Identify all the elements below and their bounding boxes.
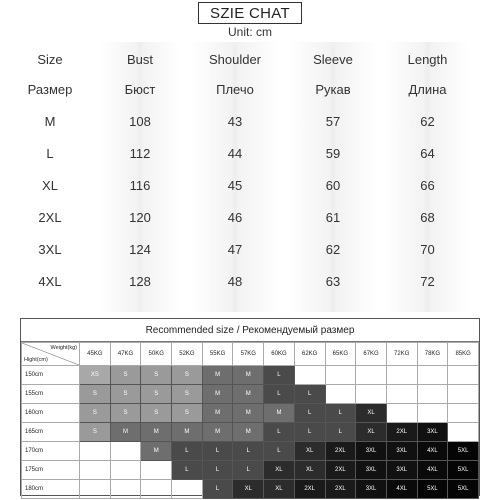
size-cell: L: [202, 461, 233, 480]
weight-header: 45KG: [80, 343, 111, 366]
weight-header: 57KG: [233, 343, 264, 366]
size-value: 45: [227, 178, 243, 193]
size-value: 66: [420, 178, 435, 193]
weight-axis-label: Weight(kg): [50, 345, 77, 351]
corner-cell: [22, 343, 80, 366]
size-cell: 2XL: [294, 480, 325, 499]
size-cell: 3XL: [386, 461, 417, 480]
size-cell: M: [264, 404, 295, 423]
size-cell: M: [202, 385, 233, 404]
size-value: 60: [325, 178, 341, 193]
size-cell: M: [141, 423, 172, 442]
size-cell: 3XL: [356, 480, 387, 499]
size-value: 48: [227, 274, 243, 289]
size-cell: XL: [264, 480, 295, 499]
size-value: 44: [227, 146, 243, 161]
height-label: 165cm: [22, 423, 80, 442]
size-cell: 5XL: [448, 480, 479, 499]
size-cell: 4XL: [386, 480, 417, 499]
size-cell: XS: [80, 366, 111, 385]
size-value: 112: [129, 146, 151, 161]
weight-header: 62KG: [294, 343, 325, 366]
size-value: 72: [420, 274, 435, 289]
size-value: 70: [420, 242, 435, 257]
size-cell: [356, 385, 387, 404]
column-header-ru: Размер: [27, 82, 73, 97]
recommended-title: Recommended size / Рекомендуемый размер: [21, 319, 479, 342]
size-cell: L: [294, 385, 325, 404]
size-cell: [386, 385, 417, 404]
size-cell: 5XL: [448, 461, 479, 480]
table-row: [22, 480, 479, 499]
size-value: 59: [325, 146, 341, 161]
size-value: 3XL: [38, 242, 62, 257]
size-cell: S: [141, 404, 172, 423]
weight-header: 67KG: [356, 343, 387, 366]
height-label: 150cm: [22, 366, 80, 385]
size-cell: S: [141, 366, 172, 385]
size-cell: [386, 404, 417, 423]
size-cell: [325, 385, 356, 404]
weight-header: 78KG: [417, 343, 448, 366]
weight-header: 52KG: [172, 343, 203, 366]
size-cell: M: [233, 404, 264, 423]
weight-header: 85KG: [448, 343, 479, 366]
table-row: [22, 423, 479, 442]
size-cell: 2XL: [325, 442, 356, 461]
size-cell: 5XL: [448, 442, 479, 461]
size-cell: L: [202, 480, 233, 499]
size-cell: L: [294, 404, 325, 423]
size-cell: L: [233, 442, 264, 461]
weight-header: 60KG: [264, 343, 295, 366]
weight-header: 50KG: [141, 343, 172, 366]
size-cell: 2XL: [325, 461, 356, 480]
column-header-ru: Бюст: [124, 82, 156, 97]
column-header-ru: Длина: [408, 82, 447, 97]
size-cell: M: [233, 385, 264, 404]
size-cell: [417, 385, 448, 404]
weight-header: 65KG: [325, 343, 356, 366]
weight-header: 55KG: [202, 343, 233, 366]
size-cell: L: [264, 366, 295, 385]
size-cell: [386, 366, 417, 385]
size-value: 4XL: [38, 274, 62, 289]
size-value: M: [44, 114, 56, 129]
size-cell: S: [172, 385, 203, 404]
size-cell: S: [110, 404, 141, 423]
size-value: 124: [129, 242, 151, 257]
size-value: 46: [227, 210, 243, 225]
height-axis-label: Hight(cm): [24, 357, 48, 363]
size-cell: [80, 480, 111, 499]
table-row: [22, 366, 479, 385]
size-cell: 3XL: [417, 423, 448, 442]
size-cell: [110, 442, 141, 461]
size-value: XL: [42, 178, 58, 193]
size-cell: XL: [356, 404, 387, 423]
table-row: [22, 442, 479, 461]
chart-title: SZIE CHAT: [198, 2, 302, 24]
size-cell: 4XL: [417, 442, 448, 461]
size-cell: [141, 461, 172, 480]
size-cell: XL: [233, 480, 264, 499]
size-value: 57: [325, 114, 341, 129]
size-value: L: [46, 146, 54, 161]
size-cell: S: [172, 404, 203, 423]
size-cell: 4XL: [417, 461, 448, 480]
size-value: 43: [227, 114, 243, 129]
table-row: [22, 404, 479, 423]
column-header-en: Size: [37, 52, 63, 67]
sleeve-column: [288, 42, 378, 312]
size-value: 64: [420, 146, 435, 161]
size-cell: XL: [264, 461, 295, 480]
size-cell: S: [80, 423, 111, 442]
size-cell: M: [141, 442, 172, 461]
size-value: 63: [325, 274, 341, 289]
size-cell: [80, 461, 111, 480]
size-cell: XL: [356, 423, 387, 442]
weight-header: 47KG: [110, 343, 141, 366]
column-header-en: Shoulder: [208, 52, 262, 67]
size-cell: [448, 423, 479, 442]
height-label: 155cm: [22, 385, 80, 404]
size-value: 120: [129, 210, 151, 225]
size-cell: M: [202, 366, 233, 385]
size-value: 61: [325, 210, 341, 225]
size-cell: 3XL: [356, 442, 387, 461]
size-value: 68: [420, 210, 435, 225]
size-cell: M: [233, 366, 264, 385]
size-cell: XL: [294, 442, 325, 461]
size-cell: 3XL: [356, 461, 387, 480]
size-cell: 3XL: [386, 442, 417, 461]
size-cell: L: [264, 442, 295, 461]
size-value: 108: [129, 114, 151, 129]
size-cell: [448, 366, 479, 385]
height-label: 160cm: [22, 404, 80, 423]
size-cell: [417, 366, 448, 385]
size-cell: 2XL: [325, 480, 356, 499]
size-cell: L: [264, 385, 295, 404]
size-column: [15, 42, 85, 312]
size-cell: [141, 480, 172, 499]
bust-column: [100, 42, 180, 312]
length-column: [385, 42, 470, 312]
size-cell: S: [110, 385, 141, 404]
size-cell: [448, 404, 479, 423]
weight-header: 72KG: [386, 343, 417, 366]
size-cell: M: [233, 423, 264, 442]
size-value: 128: [129, 274, 151, 289]
size-cell: L: [233, 461, 264, 480]
size-cell: [172, 480, 203, 499]
size-value: 62: [420, 114, 435, 129]
height-label: 180cm: [22, 480, 80, 499]
size-cell: M: [172, 423, 203, 442]
table-row: [22, 385, 479, 404]
size-value: 116: [129, 178, 151, 193]
size-cell: S: [141, 385, 172, 404]
unit-label: Unit: cm: [227, 25, 272, 39]
size-cell: L: [202, 442, 233, 461]
size-cell: S: [110, 366, 141, 385]
size-cell: M: [110, 423, 141, 442]
size-cell: L: [264, 423, 295, 442]
size-cell: [110, 461, 141, 480]
size-cell: [80, 442, 111, 461]
recommended-size-table: [20, 318, 480, 496]
size-value: 2XL: [38, 210, 62, 225]
size-cell: [325, 366, 356, 385]
size-cell: S: [80, 385, 111, 404]
size-cell: 2XL: [386, 423, 417, 442]
height-label: 175cm: [22, 461, 80, 480]
weight-header-row: [22, 343, 479, 366]
size-value: 47: [227, 242, 243, 257]
size-cell: XL: [294, 461, 325, 480]
size-cell: L: [172, 442, 203, 461]
column-header-en: Bust: [126, 52, 153, 67]
height-label: 170cm: [22, 442, 80, 461]
table-row: [22, 461, 479, 480]
size-cell: [110, 480, 141, 499]
column-header-en: Length: [407, 52, 448, 67]
size-cell: [356, 366, 387, 385]
size-cell: [294, 366, 325, 385]
size-value: 62: [325, 242, 341, 257]
size-cell: [417, 404, 448, 423]
size-cell: S: [80, 404, 111, 423]
size-cell: M: [202, 404, 233, 423]
size-cell: L: [172, 461, 203, 480]
column-header-ru: Рукав: [315, 82, 351, 97]
size-cell: S: [172, 366, 203, 385]
size-table: [0, 42, 500, 312]
size-cell: L: [294, 423, 325, 442]
size-cell: 5XL: [417, 480, 448, 499]
shoulder-column: [190, 42, 280, 312]
size-cell: M: [202, 423, 233, 442]
size-cell: L: [325, 423, 356, 442]
size-cell: L: [325, 404, 356, 423]
recommended-grid: [21, 342, 479, 499]
size-cell: [448, 385, 479, 404]
column-header-ru: Плечо: [216, 82, 254, 97]
column-header-en: Sleeve: [313, 52, 353, 67]
